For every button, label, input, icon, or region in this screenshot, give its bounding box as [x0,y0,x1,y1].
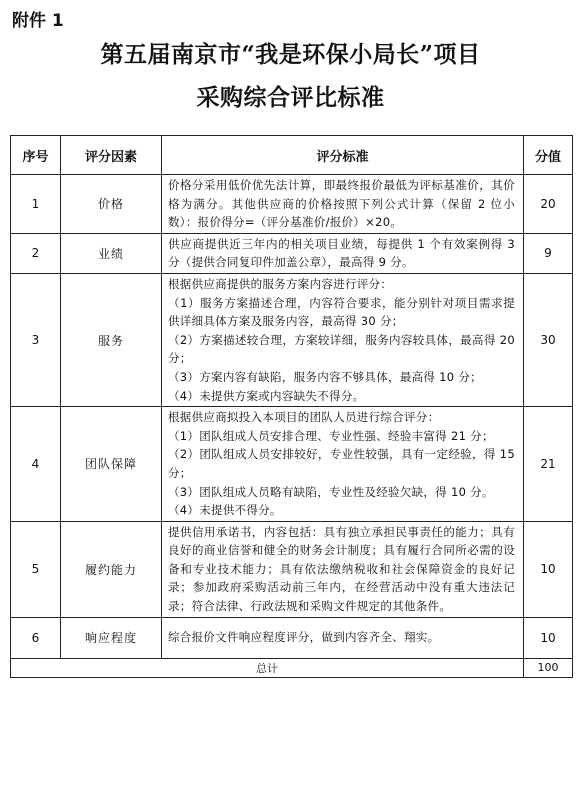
table-header-row [11,136,573,175]
row-score: 10 [524,617,573,658]
total-value: 100 [524,658,573,677]
table-row [11,521,573,617]
table-row [11,175,573,234]
header-no: 序号 [11,136,61,175]
criteria-text: 供应商提供近三年内的相关项目业绩，每提供 1 个有效案例得 3 分（提供合同复印件加盖公章），最高得 9 分。 [168,236,515,270]
header-criteria: 评分标准 [162,136,524,175]
row-criteria [162,407,524,522]
row-number: 5 [11,521,61,617]
row-number: 3 [11,273,61,406]
criteria-text: （4）未提供方案或内容缺失不得分。 [168,388,365,403]
row-criteria [162,521,524,617]
row-factor: 履约能力 [61,521,162,617]
row-score: 9 [524,233,573,273]
criteria-text: 价格分采用低价优先法计算，即最终报价最低为评标基准价，其价格为满分。其他供应商的价格按照下列公式计算（保留 2 位小数）：报价得分=（评分基准价/报价）×20。 [168,178,515,230]
table-row [11,273,573,406]
criteria-text: （1）服务方案描述合理，内容符合要求，能分别针对项目需求提供详细具体方案及服务内容，最高得 30 分； [168,295,515,329]
attachment-label: 附件 1 [12,11,64,31]
row-score: 20 [524,175,573,234]
total-row [11,658,573,677]
criteria-text: 综合报价文件响应程度评分，做到内容齐全、翔实。 [168,630,440,645]
header-score: 分值 [524,136,573,175]
table-row [11,407,573,522]
criteria-text: （3）团队组成人员略有缺陷，专业性及经验欠缺，得 10 分。 [168,484,494,499]
row-factor: 团队保障 [61,407,162,522]
criteria-text: （4）未提供不得分。 [168,503,282,518]
criteria-text: （3）方案内容有缺陷，服务内容不够具体，最高得 10 分； [168,369,482,384]
row-criteria [162,175,524,234]
document-title: 第五届南京市“我是环保小局长”项目 [100,41,481,68]
row-number: 6 [11,617,61,658]
row-number: 1 [11,175,61,234]
criteria-text: （2）团队组成人员安排较好，专业性较强，具有一定经验，得 15 分； [168,447,515,480]
row-factor: 响应程度 [61,617,162,658]
criteria-text: 根据供应商拟投入本项目的团队人员进行综合评分： [168,410,440,425]
document-subtitle: 采购综合评比标准 [196,84,385,111]
row-factor: 价格 [61,175,162,234]
scoring-table [10,135,573,678]
table-row [11,617,573,658]
table-row [11,233,573,273]
row-number: 4 [11,407,61,522]
row-score: 21 [524,407,573,522]
row-criteria [162,233,524,273]
total-label: 总计 [11,658,524,677]
row-factor: 业绩 [61,233,162,273]
criteria-text: （1）团队组成人员安排合理、专业性强、经验丰富得 21 分； [168,428,494,443]
header-factor: 评分因素 [61,136,162,175]
criteria-text: 提供信用承诺书，内容包括：具有独立承担民事责任的能力；具有良好的商业信誉和健全的财务会计制度；具有履行合同所必需的设备和专业技术能力；具有依法缴纳税收和社会保障资金的良好记录；参加政府采购活动前三年内，在经营活动中没有重大违法记录；符合法律、行政法规和采购文件规定的其他条件。 [168,524,515,614]
row-score: 10 [524,521,573,617]
criteria-text: 根据供应商提供的服务方案内容进行评分： [168,276,393,291]
row-criteria [162,617,524,658]
row-criteria [162,273,524,406]
row-factor: 服务 [61,273,162,406]
criteria-text: （2）方案描述较合理，方案较详细，服务内容较具体，最高得 20 分； [168,332,515,366]
row-number: 2 [11,233,61,273]
row-score: 30 [524,273,573,406]
